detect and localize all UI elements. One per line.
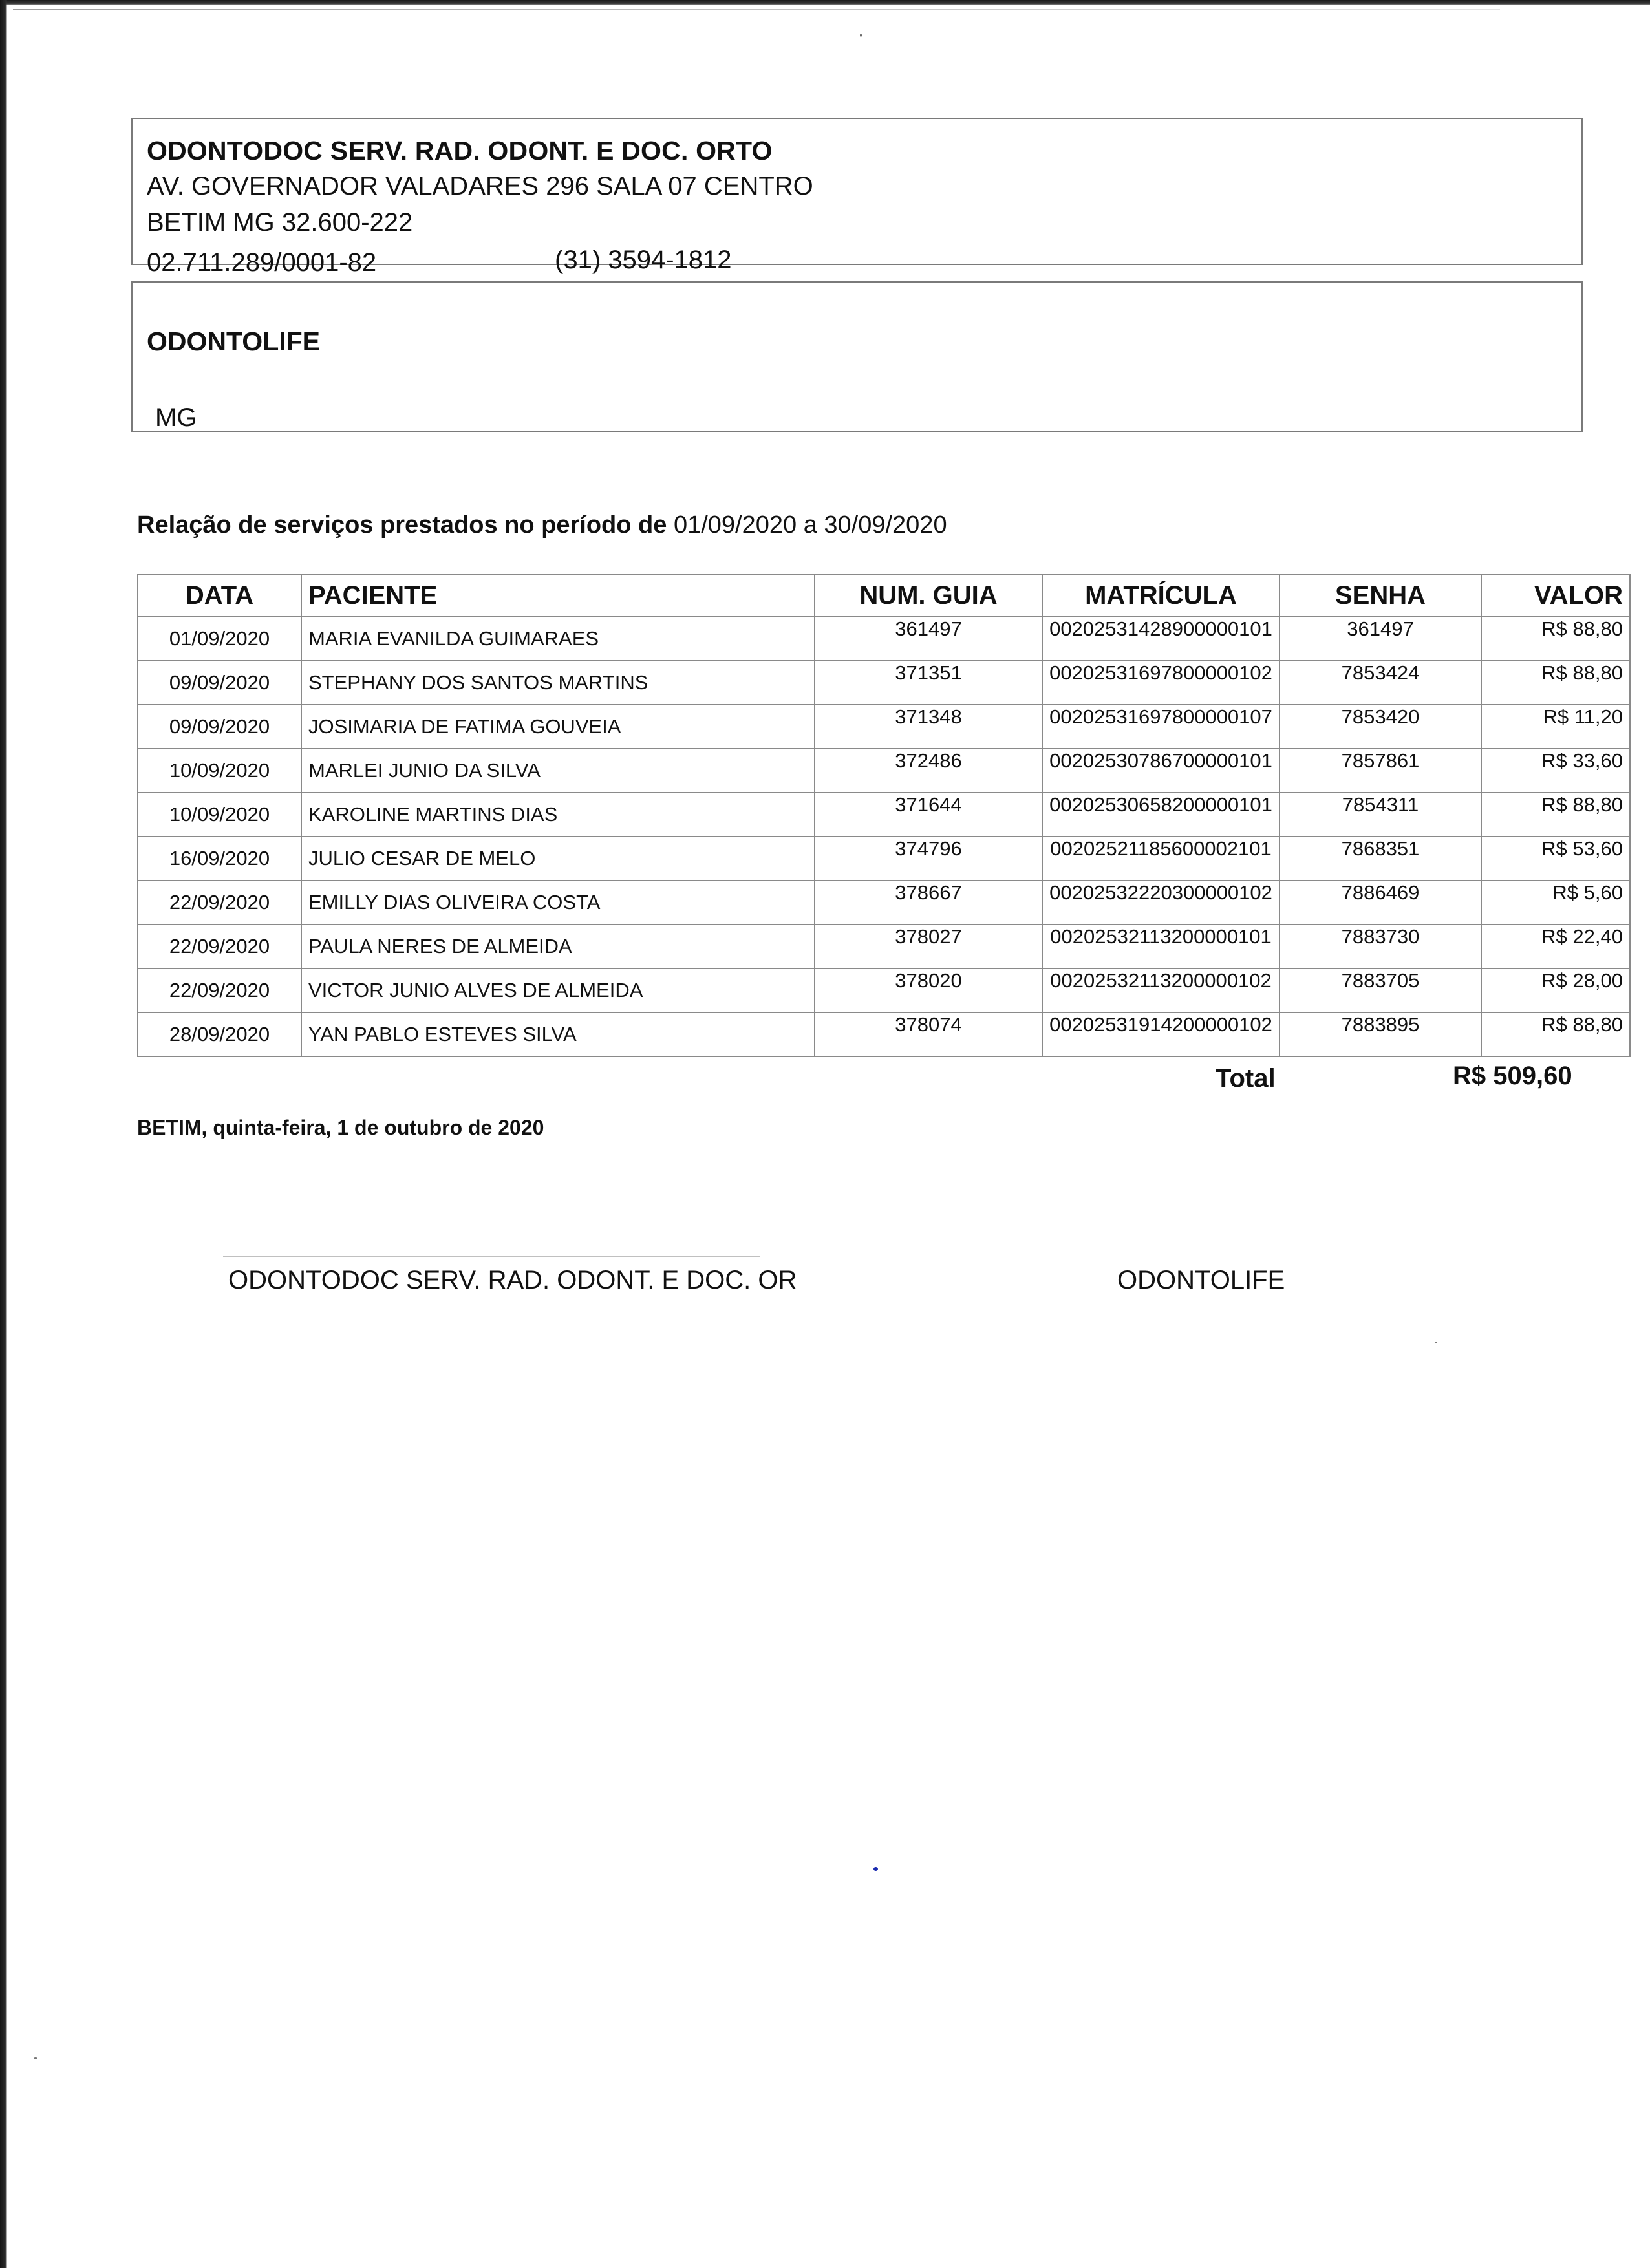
- cell-valor: R$ 5,60: [1481, 881, 1630, 925]
- cell-valor: R$ 88,80: [1481, 1012, 1630, 1056]
- cell-valor: R$ 22,40: [1481, 925, 1630, 968]
- header-paciente: PACIENTE: [301, 575, 815, 617]
- cell-paciente: KAROLINE MARTINS DIAS: [301, 793, 815, 837]
- cell-num-guia: 374796: [815, 837, 1042, 881]
- table-header-row: [138, 575, 1630, 617]
- cell-valor: R$ 28,00: [1481, 968, 1630, 1012]
- cell-valor: R$ 88,80: [1481, 793, 1630, 837]
- cell-num-guia: 378667: [815, 881, 1042, 925]
- cell-num-guia: 361497: [815, 617, 1042, 661]
- client-state: MG: [155, 403, 197, 432]
- dust-speck: [860, 34, 862, 37]
- period-title: [137, 511, 947, 539]
- client-box: [131, 281, 1583, 432]
- cell-valor: R$ 11,20: [1481, 705, 1630, 749]
- cell-paciente: MARIA EVANILDA GUIMARAES: [301, 617, 815, 661]
- cell-senha: 7886469: [1280, 881, 1481, 925]
- cell-matricula: 00202531914200000102: [1042, 1012, 1280, 1056]
- provider-name: ODONTODOC SERV. RAD. ODONT. E DOC. ORTO: [147, 136, 773, 166]
- cell-valor: R$ 88,80: [1481, 661, 1630, 705]
- cell-num-guia: 378074: [815, 1012, 1042, 1056]
- cell-senha: 7854311: [1280, 793, 1481, 837]
- cell-valor: R$ 33,60: [1481, 749, 1630, 793]
- cell-senha: 7868351: [1280, 837, 1481, 881]
- cell-senha: 7857861: [1280, 749, 1481, 793]
- header-matricula: MATRÍCULA: [1042, 575, 1280, 617]
- header-senha: SENHA: [1280, 575, 1481, 617]
- dust-speck: [1435, 1342, 1437, 1343]
- cell-senha: 7883730: [1280, 925, 1481, 968]
- period-end: 30/09/2020: [824, 511, 947, 539]
- table-row: [138, 793, 1630, 837]
- provider-city-line: BETIM MG 32.600-222: [147, 208, 413, 237]
- period-start: 01/09/2020: [673, 511, 797, 539]
- cell-paciente: STEPHANY DOS SANTOS MARTINS: [301, 661, 815, 705]
- cell-matricula: 00202532113200000101: [1042, 925, 1280, 968]
- cell-matricula: 00202531697800000102: [1042, 661, 1280, 705]
- scan-left-edge: [0, 0, 7, 2268]
- cell-num-guia: 371348: [815, 705, 1042, 749]
- table-row: [138, 661, 1630, 705]
- signature-provider: ODONTODOC SERV. RAD. ODONT. E DOC. OR: [228, 1266, 797, 1294]
- cell-data: 10/09/2020: [138, 793, 301, 837]
- cell-matricula: 00202530658200000101: [1042, 793, 1280, 837]
- signature-client: ODONTOLIFE: [1117, 1266, 1285, 1294]
- total-label: Total: [1216, 1064, 1276, 1093]
- table-row: [138, 925, 1630, 968]
- provider-cnpj: 02.711.289/0001-82: [147, 248, 377, 277]
- cell-matricula: 00202531428900000101: [1042, 617, 1280, 661]
- provider-phone: (31) 3594-1812: [555, 246, 732, 274]
- header-num-guia: NUM. GUIA: [815, 575, 1042, 617]
- table-row: [138, 837, 1630, 881]
- cell-matricula: 00202532113200000102: [1042, 968, 1280, 1012]
- client-name: ODONTOLIFE: [147, 326, 321, 356]
- cell-matricula: 00202521185600002101: [1042, 837, 1280, 881]
- table-row: [138, 881, 1630, 925]
- table-row: [138, 1012, 1630, 1056]
- cell-data: 01/09/2020: [138, 617, 301, 661]
- cell-data: 28/09/2020: [138, 1012, 301, 1056]
- cell-senha: 7883895: [1280, 1012, 1481, 1056]
- cell-senha: 7853420: [1280, 705, 1481, 749]
- period-label: Relação de serviços prestados no período de: [137, 511, 667, 539]
- services-table: [137, 574, 1631, 1057]
- cell-data: 10/09/2020: [138, 749, 301, 793]
- cell-paciente: VICTOR JUNIO ALVES DE ALMEIDA: [301, 968, 815, 1012]
- cell-num-guia: 378027: [815, 925, 1042, 968]
- scan-top-edge: [0, 0, 1650, 5]
- cell-valor: R$ 53,60: [1481, 837, 1630, 881]
- cell-matricula: 00202531697800000107: [1042, 705, 1280, 749]
- cell-matricula: 00202532220300000102: [1042, 881, 1280, 925]
- cell-num-guia: 371351: [815, 661, 1042, 705]
- cell-data: 22/09/2020: [138, 968, 301, 1012]
- cell-senha: 7853424: [1280, 661, 1481, 705]
- table-row: [138, 968, 1630, 1012]
- cell-senha: 7883705: [1280, 968, 1481, 1012]
- cell-data: 16/09/2020: [138, 837, 301, 881]
- cell-data: 22/09/2020: [138, 925, 301, 968]
- cell-data: 22/09/2020: [138, 881, 301, 925]
- cell-paciente: PAULA NERES DE ALMEIDA: [301, 925, 815, 968]
- header-data: DATA: [138, 575, 301, 617]
- cell-data: 09/09/2020: [138, 661, 301, 705]
- ink-speck: [873, 1867, 878, 1871]
- cell-valor: R$ 88,80: [1481, 617, 1630, 661]
- cell-paciente: JULIO CESAR DE MELO: [301, 837, 815, 881]
- cell-paciente: EMILLY DIAS OLIVEIRA COSTA: [301, 881, 815, 925]
- table-row: [138, 705, 1630, 749]
- table-row: [138, 749, 1630, 793]
- table-row: [138, 617, 1630, 661]
- cell-paciente: JOSIMARIA DE FATIMA GOUVEIA: [301, 705, 815, 749]
- cell-num-guia: 372486: [815, 749, 1042, 793]
- dust-speck: [34, 2057, 38, 2059]
- cell-paciente: YAN PABLO ESTEVES SILVA: [301, 1012, 815, 1056]
- cell-data: 09/09/2020: [138, 705, 301, 749]
- cell-paciente: MARLEI JUNIO DA SILVA: [301, 749, 815, 793]
- issue-place-date: BETIM, quinta-feira, 1 de outubro de 2020: [137, 1116, 544, 1139]
- scan-artifact-line: [13, 9, 1500, 10]
- total-value: R$ 509,60: [1453, 1062, 1572, 1090]
- header-valor: VALOR: [1481, 575, 1630, 617]
- cell-num-guia: 371644: [815, 793, 1042, 837]
- signature-line: [223, 1256, 760, 1257]
- cell-matricula: 00202530786700000101: [1042, 749, 1280, 793]
- period-connector: a: [803, 511, 817, 539]
- cell-senha: 361497: [1280, 617, 1481, 661]
- cell-num-guia: 378020: [815, 968, 1042, 1012]
- provider-address: AV. GOVERNADOR VALADARES 296 SALA 07 CENTRO: [147, 172, 813, 200]
